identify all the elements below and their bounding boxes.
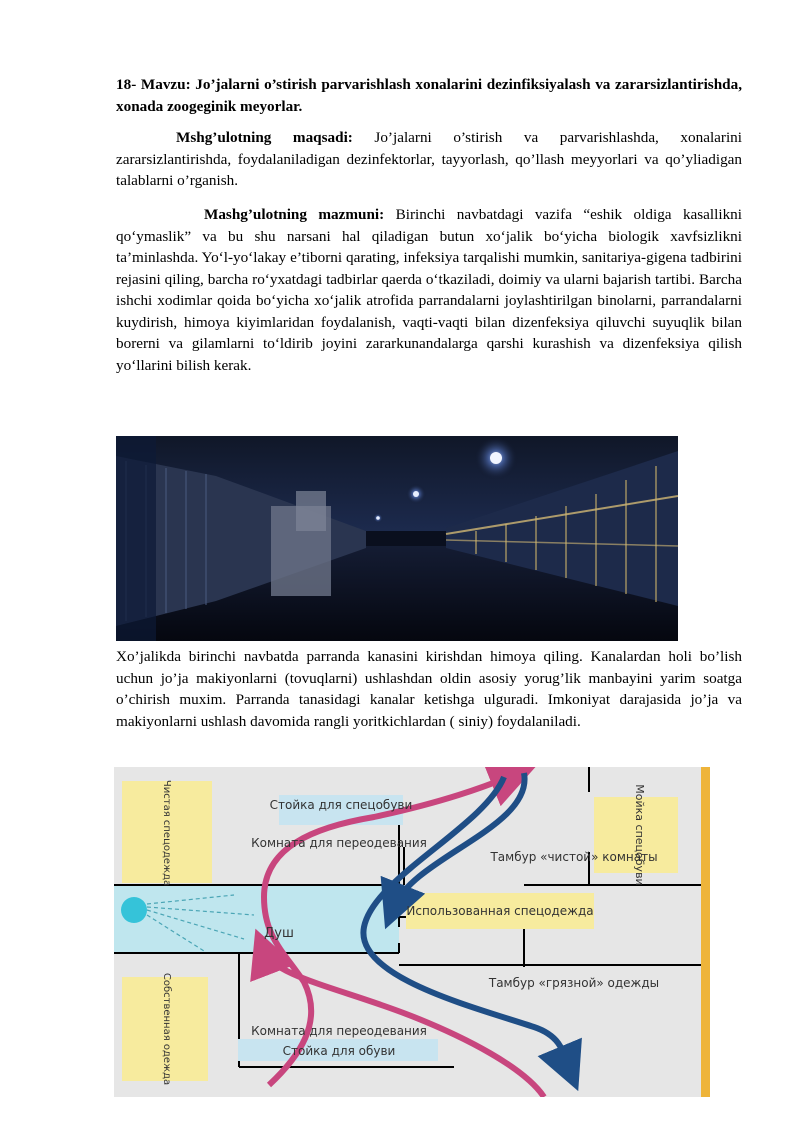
- label-rack-bottom: Стойка для обуви: [282, 1044, 396, 1058]
- sanitary-passage-diagram: [114, 767, 710, 1097]
- label-sink: Мойка спецобуви: [633, 784, 646, 886]
- label-clean-clothes: Чистая спецодежда: [161, 779, 172, 887]
- label-room-top: Комната для переодевания: [251, 836, 427, 850]
- goal-label: Mshg’ulotning maqsadi:: [176, 129, 353, 146]
- goal-text: Jo’jalarni o’stirish va parvarishlashda, xonalarini zararsizlantirishda, foydalaniladigan dezinfektorlar, tayyorlash, qo’llash meyyorlari va qo’yliadigan talablarni o’rganish.: [116, 129, 742, 189]
- content-text: Birinchi navbatdagi vazifa “eshik oldiga kasallikni qo‘ymaslik” va bu shu narsani hal qiladigan butun xo‘jalik bo‘yicha biologik xavfsizlikni ta’minlashda. Yo‘l-yo‘lakay e’tiborni qarating, infeksiya tarqalishi mumkin, sanitariya-gigena tadbirini rejasini qiling, barcha ro‘yxatdagi tadbirlar qaerda o‘tkaziladi, doimiy va ularni bajarish tartibi. Barcha ishchi xodimlar qoida bo‘yicha xo‘jalik atrofida parrandalarni joylashtirilgan binolarni, parrandalarni kuydirish, himoya kiyimlaridan foydalanish, vaqti-vaqti bilan dizenfeksiya qiluvchi suyuqlik bilan borerni va gilamlarni to‘ldirib joyini zararkunandalarga qarshi kurashish va dizenfeksiya qilish yo‘llarini bilish kerak.: [116, 206, 742, 374]
- goal-paragraph: [116, 127, 742, 192]
- label-own-clothes: Собственная одежда: [161, 972, 172, 1086]
- label-shower: Душ: [264, 926, 294, 941]
- document-title: 18- Mavzu: Jo’jalarni o’stirish parvarishlash xonalarini dezinfiksiyalash va zararsizlantirishda, xonada zoogeginik meyorlar.: [116, 76, 742, 115]
- label-tambour-clean: Тамбур «чистой» комнаты: [490, 850, 658, 864]
- label-rack-top: Стойка для спецобуви: [269, 798, 413, 812]
- poultry-mite-paragraph: Xo’jalikda birinchi navbatda parranda kanasini kirishdan himoya qiling. Kanalardan holi bo’lish uchun jo’ja makiyonlarni (tovuqlarni) ushlashdan oldin asosiy yorug’lik manbayini yarim soatga o’chirish muxim. Parranda tanasidagi kanalar ketishga ulguradi. Imkoniyat darajasida jo’ja va makiyonlarni ushlash davomida rangli yoritkichlardan ( siniy) foydalaniladi.: [116, 648, 742, 730]
- poultry-house-photo: [116, 436, 678, 641]
- content-label: Mashg’ulotning mazmuni:: [204, 206, 385, 223]
- label-used-clothes: Использованная спецодежда: [406, 904, 594, 918]
- content-paragraph: [116, 204, 742, 376]
- label-tambour-dirty: Тамбур «грязной» одежды: [488, 976, 660, 990]
- label-room-bottom: Комната для переодевания: [251, 1024, 427, 1038]
